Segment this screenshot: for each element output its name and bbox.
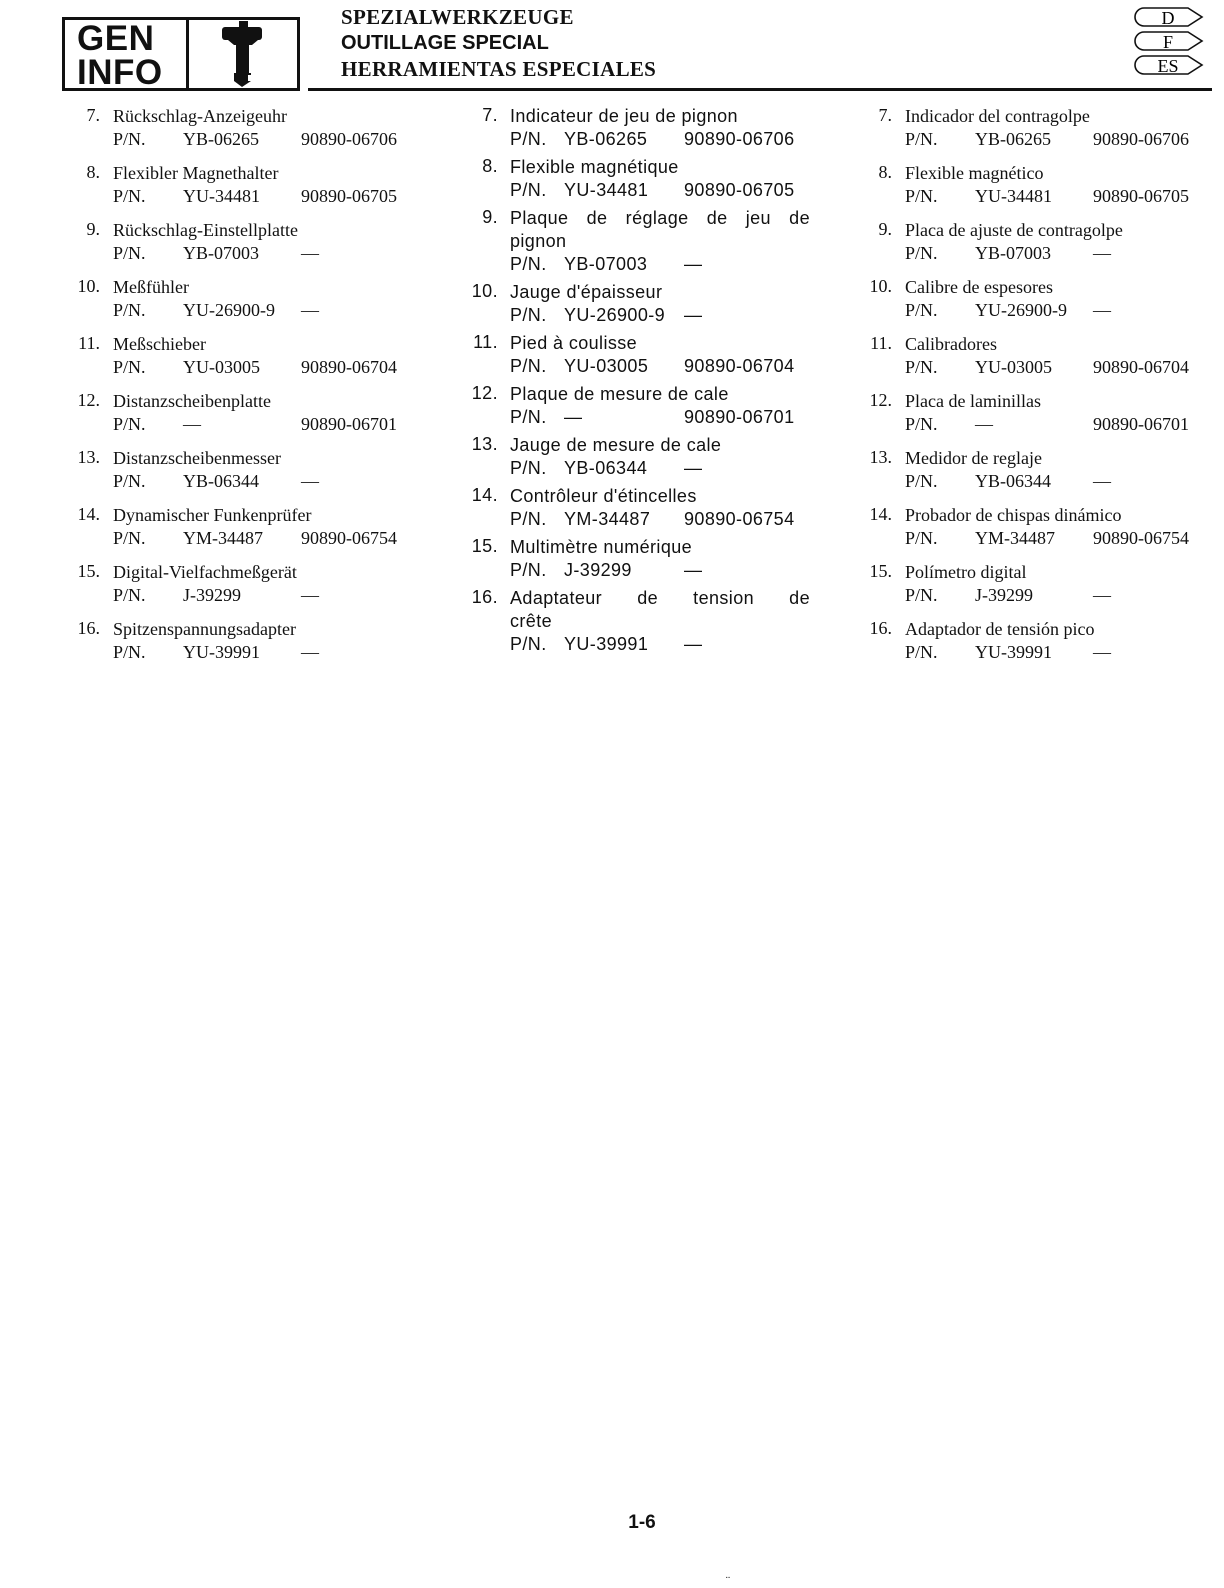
- pn-label: P/N.: [905, 186, 938, 206]
- item-name: Adaptador de tensión pico: [905, 619, 1095, 639]
- lang-tag-es: ES: [1157, 56, 1179, 76]
- part-alt-code: 90890-06705: [1093, 186, 1189, 206]
- item-number: 10.: [869, 276, 892, 296]
- part-code: YB-06265: [183, 129, 259, 149]
- part-code: YU-03005: [183, 357, 260, 377]
- column-spanish: [858, 105, 1218, 675]
- list-item: [66, 504, 436, 550]
- item-name-line2: crête: [510, 611, 553, 631]
- item-number: 15.: [869, 561, 892, 581]
- part-alt-code: —: [1093, 300, 1111, 320]
- item-number: 12.: [471, 383, 498, 403]
- list-item: [858, 561, 1218, 607]
- list-item: [858, 276, 1218, 322]
- item-number: 9.: [86, 219, 100, 239]
- list-item: [464, 485, 814, 531]
- item-number: 11.: [78, 333, 100, 353]
- part-alt-code: —: [684, 458, 703, 478]
- part-alt-code: —: [1093, 471, 1111, 491]
- item-name: Indicador del contragolpe: [905, 106, 1090, 126]
- part-alt-code: —: [684, 254, 703, 274]
- list-item: [858, 105, 1218, 151]
- item-number: 11.: [870, 333, 892, 353]
- item-number: 14.: [77, 504, 100, 524]
- part-code: YU-26900-9: [564, 305, 666, 325]
- pn-label: P/N.: [510, 407, 547, 427]
- pn-label: P/N.: [113, 642, 146, 662]
- item-number: 15.: [471, 536, 498, 556]
- item-name: Rückschlag-Einstellplatte: [113, 220, 298, 240]
- pn-label: P/N.: [113, 243, 146, 263]
- lang-tag-f: F: [1162, 32, 1174, 52]
- item-name: Contrôleur d'étincelles: [510, 486, 697, 506]
- item-name: Digital-Vielfachmeßgerät: [113, 562, 297, 582]
- pn-label: P/N.: [905, 414, 938, 434]
- item-name: Distanzscheibenplatte: [113, 391, 271, 411]
- list-item: [464, 383, 814, 429]
- item-number: 8.: [482, 156, 498, 176]
- outboard-motor-icon: [189, 20, 297, 88]
- part-code: —: [183, 414, 201, 434]
- item-name: Calibradores: [905, 334, 997, 354]
- item-name: Placa de laminillas: [905, 391, 1041, 411]
- list-item: [66, 390, 436, 436]
- part-alt-code: 90890-06701: [684, 407, 795, 427]
- part-code: YU-34481: [975, 186, 1052, 206]
- title-es: HERRAMIENTAS ESPECIALES: [341, 57, 657, 81]
- part-alt-code: —: [1093, 585, 1111, 605]
- language-tags-graphic: [1130, 4, 1212, 80]
- part-alt-code: —: [1093, 642, 1111, 662]
- list-item: [858, 390, 1218, 436]
- pn-label: P/N.: [113, 471, 146, 491]
- pn-label: P/N.: [510, 634, 547, 654]
- part-alt-code: 90890-06705: [301, 186, 397, 206]
- list-item: [858, 219, 1218, 265]
- pn-label: P/N.: [510, 509, 547, 529]
- list-item: [464, 536, 814, 582]
- pn-label: P/N.: [905, 357, 938, 377]
- item-number: 12.: [77, 390, 100, 410]
- section-titles: [341, 4, 656, 82]
- item-number: 16.: [471, 587, 498, 607]
- pn-label: P/N.: [113, 585, 146, 605]
- info-label: INFO: [77, 53, 163, 92]
- list-item: [66, 219, 436, 265]
- item-number: 13.: [471, 434, 498, 454]
- pn-label: P/N.: [113, 414, 146, 434]
- item-number: 8.: [878, 162, 892, 182]
- item-name: Meßfühler: [113, 277, 189, 297]
- item-name: Jauge de mesure de cale: [510, 435, 722, 455]
- list-item: [464, 207, 814, 276]
- item-number: 8.: [86, 162, 100, 182]
- part-code: YB-07003: [183, 243, 259, 263]
- item-name: Jauge d'épaisseur: [510, 282, 663, 302]
- item-number: 14.: [869, 504, 892, 524]
- part-alt-code: 90890-06754: [301, 528, 397, 548]
- part-alt-code: —: [301, 471, 319, 491]
- item-name: Multimètre numérique: [510, 537, 693, 557]
- pn-label: P/N.: [510, 560, 547, 580]
- pn-label: P/N.: [510, 180, 547, 200]
- item-name: Distanzscheibenmesser: [113, 448, 281, 468]
- part-code: YM-34487: [975, 528, 1055, 548]
- part-code: YM-34487: [564, 509, 651, 529]
- pn-label: P/N.: [905, 585, 938, 605]
- item-name: Medidor de reglaje: [905, 448, 1042, 468]
- part-code: J-39299: [564, 560, 632, 580]
- list-item: [858, 447, 1218, 493]
- part-alt-code: 90890-06754: [684, 509, 795, 529]
- part-code: YB-06344: [975, 471, 1051, 491]
- item-number: 11.: [473, 332, 498, 352]
- item-name-line1: Adaptateur de tension de: [510, 588, 810, 608]
- list-item: [66, 162, 436, 208]
- pn-label: P/N.: [113, 528, 146, 548]
- list-item: [858, 504, 1218, 550]
- list-item: [858, 618, 1218, 664]
- item-name: Plaque de mesure de cale: [510, 384, 729, 404]
- item-number: 9.: [482, 207, 498, 227]
- item-number: 7.: [878, 105, 892, 125]
- part-alt-code: 90890-06704: [301, 357, 397, 377]
- part-code: J-39299: [975, 585, 1033, 605]
- item-number: 16.: [77, 618, 100, 638]
- item-name: Polímetro digital: [905, 562, 1027, 582]
- list-item: [464, 434, 814, 480]
- part-code: YU-39991: [183, 642, 260, 662]
- item-number: 13.: [869, 447, 892, 467]
- item-number: 15.: [77, 561, 100, 581]
- pn-label: P/N.: [905, 642, 938, 662]
- item-number: 7.: [86, 105, 100, 125]
- item-name-line1: Plaque de réglage de jeu de: [510, 208, 810, 228]
- gen-info-label: [65, 19, 189, 92]
- list-item: [66, 618, 436, 664]
- item-name: Rückschlag-Anzeigeuhr: [113, 106, 287, 126]
- part-alt-code: 90890-06701: [1093, 414, 1189, 434]
- item-number: 9.: [878, 219, 892, 239]
- item-number: 16.: [869, 618, 892, 638]
- part-code: YU-03005: [975, 357, 1052, 377]
- pn-label: P/N.: [113, 357, 146, 377]
- part-alt-code: —: [301, 642, 319, 662]
- list-item: [858, 333, 1218, 379]
- part-code: YB-07003: [564, 254, 648, 274]
- part-code: YB-06344: [183, 471, 259, 491]
- item-name: Spitzenspannungsadapter: [113, 619, 296, 639]
- part-alt-code: —: [301, 243, 319, 263]
- part-alt-code: 90890-06704: [684, 356, 795, 376]
- column-german: [66, 105, 436, 675]
- item-name: Calibre de espesores: [905, 277, 1053, 297]
- part-code: YU-03005: [564, 356, 649, 376]
- part-alt-code: 90890-06706: [301, 129, 397, 149]
- pn-label: P/N.: [510, 458, 547, 478]
- list-item: [464, 156, 814, 202]
- list-item: [66, 447, 436, 493]
- list-item: [464, 332, 814, 378]
- page-number: 1-6: [628, 1512, 656, 1533]
- item-number: 7.: [482, 105, 498, 125]
- item-name: Meßschieber: [113, 334, 206, 354]
- list-item: [464, 281, 814, 327]
- pn-label: P/N.: [113, 186, 146, 206]
- pn-label: P/N.: [905, 528, 938, 548]
- item-name: Placa de ajuste de contragolpe: [905, 220, 1123, 240]
- item-number: 10.: [77, 276, 100, 296]
- part-code: YB-06265: [975, 129, 1051, 149]
- list-item: [464, 587, 814, 656]
- pn-label: P/N.: [510, 305, 547, 325]
- item-number: 10.: [471, 281, 498, 301]
- list-item: [66, 105, 436, 151]
- part-alt-code: 90890-06705: [684, 180, 795, 200]
- part-code: YB-06344: [564, 458, 648, 478]
- item-number: 14.: [471, 485, 498, 505]
- part-code: YM-34487: [183, 528, 263, 548]
- part-code: YU-26900-9: [183, 300, 275, 320]
- pn-label: P/N.: [905, 300, 938, 320]
- part-code: YU-39991: [975, 642, 1052, 662]
- item-name: Dynamischer Funkenprüfer: [113, 505, 312, 525]
- item-name-line2: pignon: [510, 231, 567, 251]
- part-alt-code: —: [684, 634, 703, 654]
- part-alt-code: 90890-06701: [301, 414, 397, 434]
- item-name: Pied à coulisse: [510, 333, 638, 353]
- item-name: Flexible magnétique: [510, 157, 679, 177]
- header-rule: [308, 88, 1212, 91]
- part-alt-code: 90890-06706: [1093, 129, 1189, 149]
- title-de: SPEZIALWERKZEUGE: [341, 5, 574, 29]
- part-code: YU-26900-9: [975, 300, 1067, 320]
- footer-mark: ¨: [726, 1574, 730, 1588]
- pn-label: P/N.: [510, 254, 547, 274]
- column-french: [464, 105, 814, 661]
- pn-label: P/N.: [113, 129, 146, 149]
- part-code: —: [564, 407, 583, 427]
- part-alt-code: 90890-06704: [1093, 357, 1189, 377]
- part-code: YU-34481: [183, 186, 260, 206]
- part-alt-code: —: [301, 585, 319, 605]
- part-alt-code: —: [684, 305, 703, 325]
- pn-label: P/N.: [905, 471, 938, 491]
- part-alt-code: 90890-06706: [684, 129, 795, 149]
- list-item: [66, 276, 436, 322]
- pn-label: P/N.: [905, 243, 938, 263]
- gen-info-badge: [62, 17, 300, 91]
- list-item: [858, 162, 1218, 208]
- item-name: Probador de chispas dinámico: [905, 505, 1122, 525]
- gen-label: GEN: [77, 19, 155, 58]
- pn-label: P/N.: [510, 129, 547, 149]
- item-number: 12.: [869, 390, 892, 410]
- list-item: [66, 561, 436, 607]
- part-alt-code: —: [684, 560, 703, 580]
- part-alt-code: 90890-06754: [1093, 528, 1189, 548]
- part-alt-code: —: [1093, 243, 1111, 263]
- part-alt-code: —: [301, 300, 319, 320]
- pn-label: P/N.: [113, 300, 146, 320]
- part-code: YB-07003: [975, 243, 1051, 263]
- language-tags: [1130, 4, 1212, 85]
- item-name: Flexible magnético: [905, 163, 1044, 183]
- part-code: —: [975, 414, 993, 434]
- item-name: Flexibler Magnethalter: [113, 163, 279, 183]
- part-code: YU-39991: [564, 634, 649, 654]
- part-code: YU-34481: [564, 180, 649, 200]
- title-fr: OUTILLAGE SPECIAL: [341, 32, 549, 54]
- part-code: YB-06265: [564, 129, 648, 149]
- pn-label: P/N.: [510, 356, 547, 376]
- lang-tag-d: D: [1161, 8, 1175, 28]
- item-name: Indicateur de jeu de pignon: [510, 106, 738, 126]
- item-number: 13.: [77, 447, 100, 467]
- part-code: J-39299: [183, 585, 241, 605]
- pn-label: P/N.: [905, 129, 938, 149]
- list-item: [66, 333, 436, 379]
- list-item: [464, 105, 814, 151]
